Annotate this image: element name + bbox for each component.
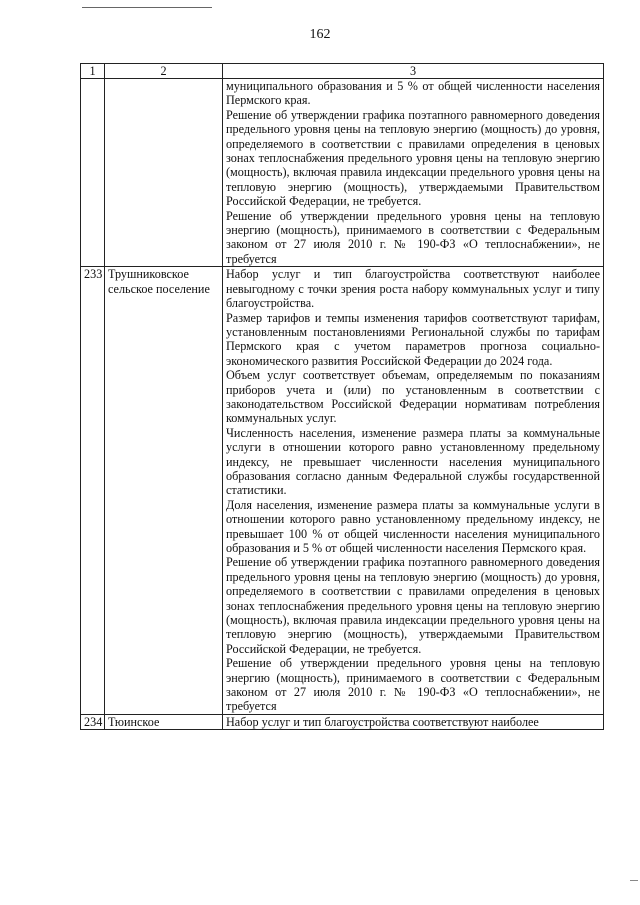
paragraph: Размер тарифов и темпы изменения тарифов соответствуют тарифам, установленным постановлениями Региональной службы по тарифам Пермского края с учетом параметров прогноза социально-экономического развития Российской Федерации до 2024 года. xyxy=(226,310,600,368)
paragraph: Набор услуг и тип благоустройства соответствуют наиболее невыгодному с точки зрения роста набору коммунальных услуг и типу благоустройства. xyxy=(226,267,600,311)
table-row xyxy=(81,267,604,715)
description-cell xyxy=(223,267,604,715)
top-rule xyxy=(82,7,212,8)
paragraph: Доля населения, изменение размера платы за коммунальные услуги в отношении которого равно установленному предельному индексу, не превышает 100 % от общей численности населения муниципального образования и 5 % от общей численности населения Пермского края. xyxy=(226,497,600,555)
table-row xyxy=(81,79,604,267)
data-table xyxy=(80,63,604,730)
column-header: 3 xyxy=(223,64,604,79)
settlement-name: Тюинское xyxy=(105,714,223,729)
paragraph: Объем услуг соответствует объемам, определяемым по показаниям приборов учета и (или) по установленным в соответствии с законодательством Российской Федерации нормативам потребления коммунальных услуг. xyxy=(226,368,600,426)
paragraph: Численность населения, изменение размера платы за коммунальные услуги в отношении которого равно установленному предельному индексу, не превышает численности населения муниципального образования согласно данным Федеральной службы государственной статистики. xyxy=(226,425,600,498)
settlement-name xyxy=(105,79,223,267)
paragraph: Решение об утверждении предельного уровня цены на тепловую энергию (мощность), принимаемого в соответствии с Федеральным законом от 27 июля 2010 г. № 190-ФЗ «О теплоснабжении», не требуется xyxy=(226,208,600,266)
settlement-name: Трушниковское сельское поселение xyxy=(105,267,223,715)
paragraph: Решение об утверждении графика поэтапного равномерного доведения предельного уровня цены на тепловую энергию (мощность) до уровня, определяемого в соответствии с правилами определения в ценовых зонах теплоснабжения предельного уровня цены на тепловую энергию (мощность), включая правила индексации предельного уровня цены на тепловую энергию (мощность), утверждаемыми Правительством Российской Федерации, не требуется. xyxy=(226,107,600,209)
column-header: 2 xyxy=(105,64,223,79)
description-cell xyxy=(223,79,604,267)
row-number xyxy=(81,79,105,267)
page-number: 162 xyxy=(309,27,331,42)
paragraph: муниципального образования и 5 % от общей численности населения Пермского края. xyxy=(226,79,600,108)
table-row xyxy=(81,714,604,729)
row-number: 233 xyxy=(81,267,105,715)
description-cell xyxy=(223,714,604,729)
margin-mark xyxy=(630,880,638,881)
paragraph: Решение об утверждении графика поэтапного равномерного доведения предельного уровня цены на тепловую энергию (мощность) до уровня, определяемого в соответствии с правилами определения в ценовых зонах теплоснабжения предельного уровня цены на тепловую энергию (мощность), включая правила индексации предельного уровня цены на тепловую энергию (мощность), утверждаемыми Правительством Российской Федерации, не требуется. xyxy=(226,555,600,656)
table-header-row xyxy=(81,64,604,79)
paragraph: Решение об утверждении предельного уровня цены на тепловую энергию (мощность), принимаемого в соответствии с Федеральным законом от 27 июля 2010 г. № 190-ФЗ «О теплоснабжении», не требуется xyxy=(226,656,600,714)
row-number: 234 xyxy=(81,714,105,729)
paragraph: Набор услуг и тип благоустройства соответствуют наиболее xyxy=(226,714,539,729)
column-header: 1 xyxy=(81,64,105,79)
